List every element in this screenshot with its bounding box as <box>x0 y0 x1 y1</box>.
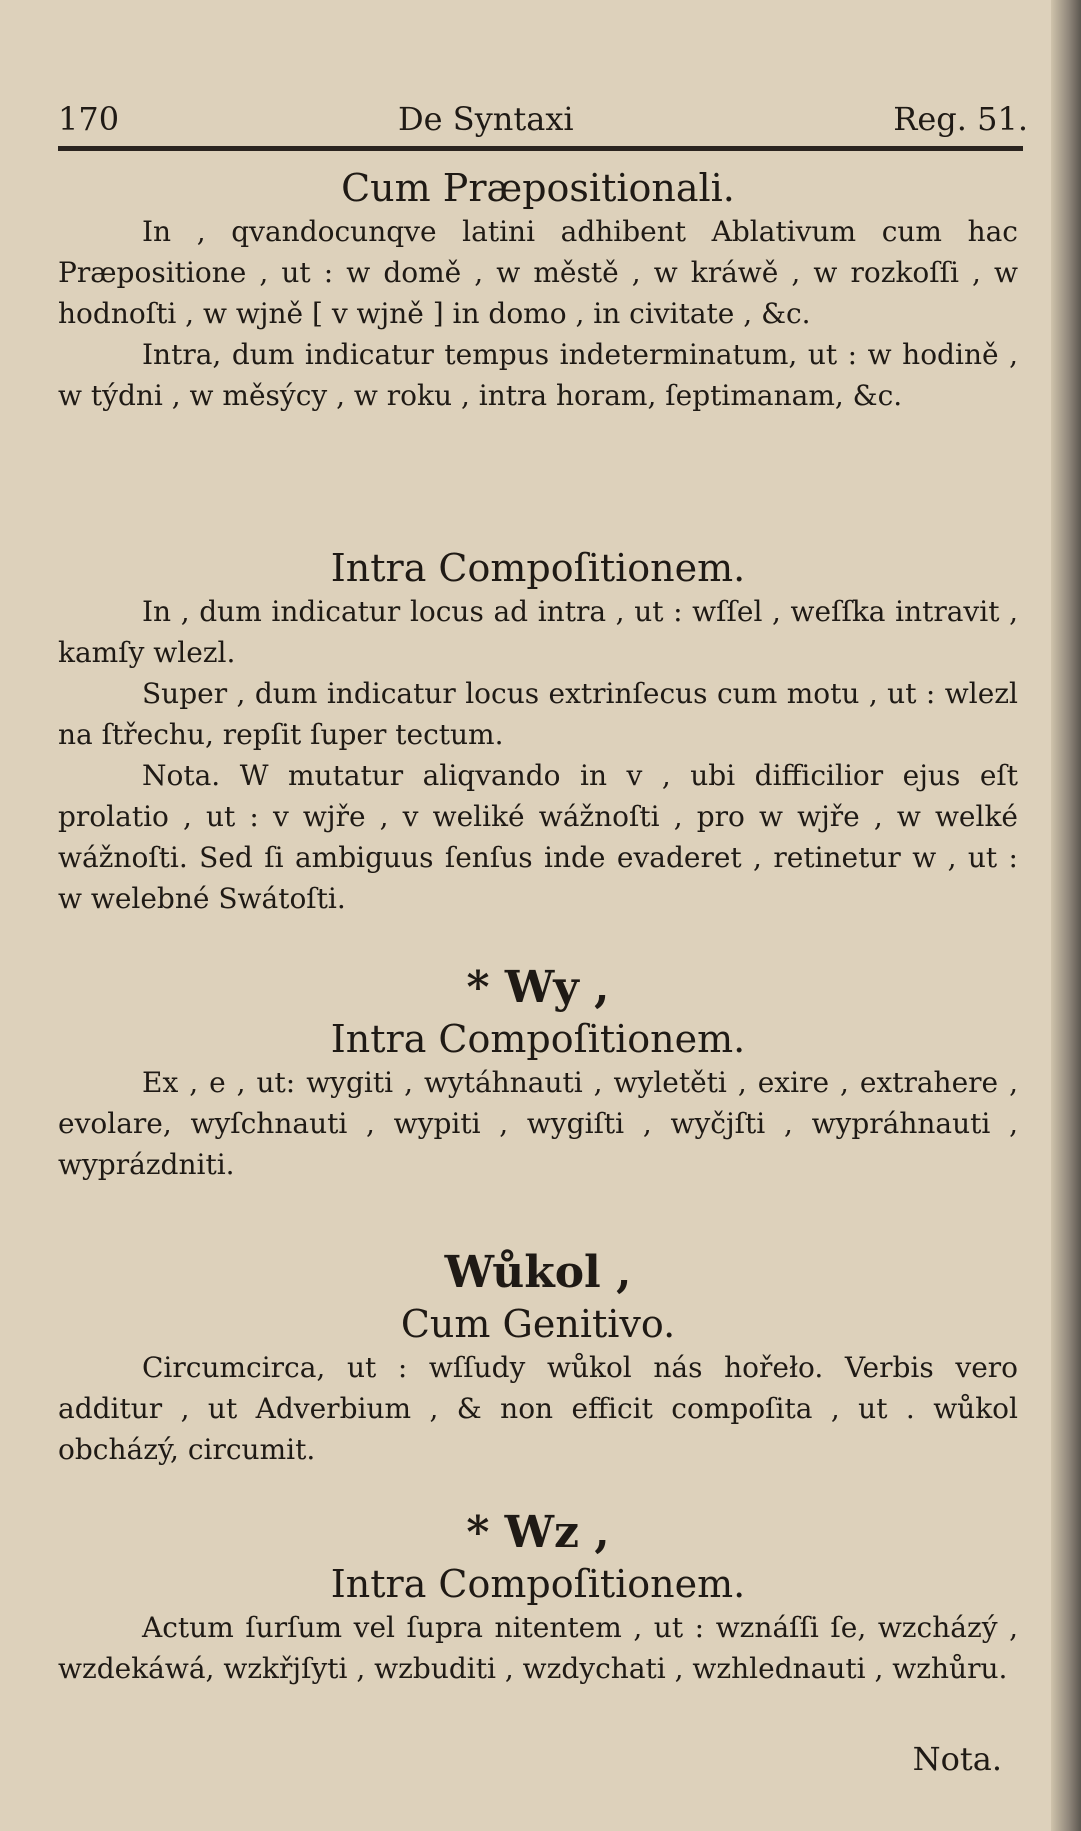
page-fold-shadow <box>1051 0 1081 1831</box>
headword: * Wz , <box>466 1507 610 1558</box>
section-wz <box>58 1505 1018 1689</box>
paragraph: Ex , e , ut: wygiti , wytáhnauti , wyletěti , exire , extrahere , evolare, wyſchnauti , wypiti , wygiſti , wyčjſti , wypráhnauti , wyprázdniti. <box>58 1066 1018 1181</box>
section-heading: Intra Compoſitionem. <box>330 1017 746 1061</box>
header-rule <box>58 146 1023 151</box>
paragraph: Actum ſurſum vel ſupra nitentem , ut : wznáſſi ſe, wzcházý , wzdekáwá, wzkřjſyti , wzbuditi , wzdychati , wzhlednauti , wzhůru. <box>58 1611 1018 1685</box>
rule-reference: Reg. 51. <box>893 100 1028 138</box>
section-heading: Intra Compoſitionem. <box>330 546 746 590</box>
running-title: De Syntaxi <box>398 100 574 138</box>
headword: Wůkol , <box>444 1247 632 1298</box>
paragraph: Circumcirca, ut : wſſudy wůkol nás hořeło. Verbis vero additur , ut Adverbium , & non efficit compoſita , ut . wůkol obcházý, circumit. <box>58 1351 1018 1466</box>
paragraph: In , qvandocunqve latini adhibent Ablativum cum hac Præpositione , ut : w domě , w městě , w kráwě , w rozkoſſi , w hodnoſti , w wjně [ v wjně ] in domo , in civitate , &c. <box>58 215 1018 330</box>
section-wy <box>58 960 1018 1185</box>
paragraph: Super , dum indicatur locus extrinſecus cum motu , ut : wlezl na ſtřechu, repſit ſuper tectum. <box>58 677 1018 751</box>
headword: * Wy , <box>466 962 610 1013</box>
page-number: 170 <box>58 100 120 138</box>
paragraph: Intra, dum indicatur tempus indeterminatum, ut : w hodině , w týdni , w měsýcy , w roku , intra horam, ſeptimanam, &c. <box>58 338 1018 412</box>
section-heading: Cum Genitivo. <box>400 1302 676 1346</box>
section-heading: Cum Præpositionali. <box>341 166 735 210</box>
section-heading: Intra Compoſitionem. <box>330 1562 746 1606</box>
catchword: Nota. <box>912 1740 1002 1778</box>
section-wukol <box>58 1245 1018 1470</box>
paragraph: Nota. W mutatur aliqvando in v , ubi difficilior ejus eſt prolatio , ut : v wjře , v weliké wážnoſti , pro w wjře , w welké wážnoſti. Sed ſi ambiguus ſenſus inde evaderet , retinetur w , ut : w welebné Swátoſti. <box>58 759 1018 915</box>
paragraph: In , dum indicatur locus ad intra , ut : wſſel , weſſka intravit , kamſy wlezl. <box>58 595 1018 669</box>
running-header <box>58 100 1028 140</box>
section-cum-praepositionali <box>58 165 1018 416</box>
section-intra-compositionem-1 <box>58 545 1018 919</box>
